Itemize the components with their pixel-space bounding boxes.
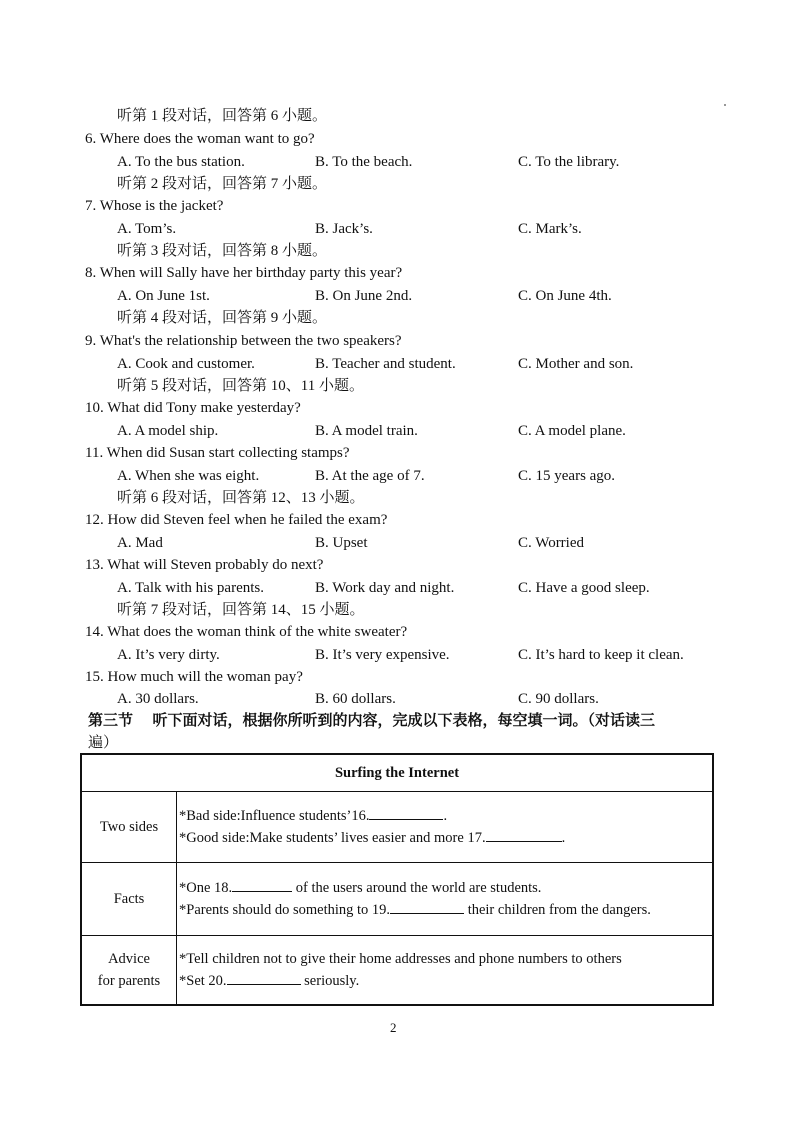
question-6: 6. Where does the woman want to go? bbox=[85, 131, 315, 147]
fact2-end: their children from the dangers. bbox=[464, 902, 651, 918]
q11-option-a: A. When she was eight. bbox=[117, 468, 260, 484]
q13-option-c: C. Have a good sleep. bbox=[518, 580, 650, 596]
segment-intro-2: 听第 2 段对话，回答第 7 小题。 bbox=[117, 176, 328, 192]
blank-19[interactable] bbox=[390, 899, 464, 914]
table-header: Surfing the Internet bbox=[81, 754, 713, 792]
blank-17[interactable] bbox=[486, 827, 562, 842]
row-content-advice bbox=[177, 936, 714, 1006]
good-side-text: *Good side:Make students’ lives easier and more 17. bbox=[179, 830, 486, 846]
q10-option-a: A. A model ship. bbox=[117, 423, 219, 439]
segment-intro-5: 听第 5 段对话，回答第 10、11 小题。 bbox=[117, 378, 364, 394]
q10-option-c: C. A model plane. bbox=[518, 423, 626, 439]
row-content-facts bbox=[177, 863, 714, 936]
segment-intro-3: 听第 3 段对话，回答第 8 小题。 bbox=[117, 243, 328, 259]
advice-line-2 bbox=[179, 970, 712, 992]
q13-option-a: A. Talk with his parents. bbox=[117, 580, 264, 596]
q15-option-c: C. 90 dollars. bbox=[518, 691, 599, 707]
q12-option-b: B. Upset bbox=[315, 535, 368, 551]
scan-speck bbox=[724, 104, 726, 106]
q11-option-c: C. 15 years ago. bbox=[518, 468, 616, 484]
row-label-advice bbox=[81, 936, 177, 1006]
good-side-end: . bbox=[561, 830, 566, 846]
q9-option-a: A. Cook and customer. bbox=[117, 356, 255, 372]
question-14: 14. What does the woman think of the white sweater? bbox=[85, 624, 408, 640]
blank-18[interactable] bbox=[232, 877, 292, 892]
q7-option-a: A. Tom’s. bbox=[117, 221, 177, 237]
fact-line-2 bbox=[179, 899, 712, 921]
fact2-text: *Parents should do something to 19. bbox=[179, 902, 391, 918]
question-8: 8. When will Sally have her birthday party this year? bbox=[85, 265, 403, 281]
bad-side-text: *Bad side:Influence students’16. bbox=[179, 808, 370, 824]
segment-intro-1: 听第 1 段对话，回答第 6 小题。 bbox=[117, 108, 328, 124]
blank-16[interactable] bbox=[369, 805, 443, 820]
question-11: 11. When did Susan start collecting stamps? bbox=[85, 445, 350, 461]
advice-line-1: *Tell children not to give their home addresses and phone numbers to others bbox=[179, 951, 622, 967]
q8-option-b: B. On June 2nd. bbox=[315, 288, 413, 304]
advice2-end: seriously. bbox=[300, 973, 360, 989]
q8-option-c: C. On June 4th. bbox=[518, 288, 612, 304]
advice-label-2: for parents bbox=[97, 973, 161, 989]
q7-option-b: B. Jack’s. bbox=[315, 221, 373, 237]
segment-intro-4: 听第 4 段对话，回答第 9 小题。 bbox=[117, 310, 328, 326]
q9-option-b: B. Teacher and student. bbox=[315, 356, 456, 372]
q13-option-b: B. Work day and night. bbox=[315, 580, 455, 596]
row-content-two-sides bbox=[177, 792, 714, 863]
bad-side-line bbox=[179, 805, 712, 827]
row-label-facts: Facts bbox=[81, 863, 177, 936]
good-side-line bbox=[179, 827, 712, 849]
q6-option-b: B. To the beach. bbox=[315, 154, 413, 170]
q12-option-c: C. Worried bbox=[518, 535, 585, 551]
fact-line-1 bbox=[179, 877, 712, 899]
advice2-text: *Set 20. bbox=[179, 973, 227, 989]
segment-intro-6: 听第 6 段对话，回答第 12、13 小题。 bbox=[117, 490, 365, 506]
q6-option-c: C. To the library. bbox=[518, 154, 620, 170]
section3-title: 第三节 bbox=[88, 713, 134, 729]
q15-option-b: B. 60 dollars. bbox=[315, 691, 396, 707]
bad-side-end: . bbox=[443, 808, 448, 824]
section3-heading bbox=[88, 711, 655, 731]
row-label-two-sides: Two sides bbox=[81, 792, 177, 863]
q15-option-a: A. 30 dollars. bbox=[117, 691, 199, 707]
q8-option-a: A. On June 1st. bbox=[117, 288, 210, 304]
q7-option-c: C. Mark’s. bbox=[518, 221, 582, 237]
fact1-text: *One 18. bbox=[179, 880, 233, 896]
blank-20[interactable] bbox=[227, 970, 301, 985]
q14-option-c: C. It’s hard to keep it clean. bbox=[518, 647, 684, 663]
surfing-table bbox=[80, 753, 714, 1006]
q14-option-b: B. It’s very expensive. bbox=[315, 647, 450, 663]
advice-label-1: Advice bbox=[108, 951, 150, 967]
segment-intro-7: 听第 7 段对话，回答第 14、15 小题。 bbox=[117, 602, 365, 618]
q12-option-a: A. Mad bbox=[117, 535, 163, 551]
table-row bbox=[81, 936, 713, 1006]
question-9: 9. What's the relationship between the two speakers? bbox=[85, 333, 402, 349]
q10-option-b: B. A model train. bbox=[315, 423, 418, 439]
question-7: 7. Whose is the jacket? bbox=[85, 198, 224, 214]
page-number: 2 bbox=[390, 1020, 397, 1035]
question-12: 12. How did Steven feel when he failed the exam? bbox=[85, 512, 388, 528]
question-13: 13. What will Steven probably do next? bbox=[85, 557, 324, 573]
q14-option-a: A. It’s very dirty. bbox=[117, 647, 220, 663]
section3-instruction: 听下面对话，根据你所听到的内容，完成以下表格，每空填一词。（对话读三 bbox=[152, 713, 656, 729]
q11-option-b: B. At the age of 7. bbox=[315, 468, 425, 484]
section3-instruction-cont: 遍） bbox=[88, 735, 119, 751]
table-row bbox=[81, 792, 713, 863]
fact1-end: of the users around the world are students. bbox=[292, 880, 542, 896]
table-row bbox=[81, 863, 713, 936]
question-15: 15. How much will the woman pay? bbox=[85, 669, 303, 685]
q9-option-c: C. Mother and son. bbox=[518, 356, 634, 372]
q6-option-a: A. To the bus station. bbox=[117, 154, 245, 170]
question-10: 10. What did Tony make yesterday? bbox=[85, 400, 301, 416]
